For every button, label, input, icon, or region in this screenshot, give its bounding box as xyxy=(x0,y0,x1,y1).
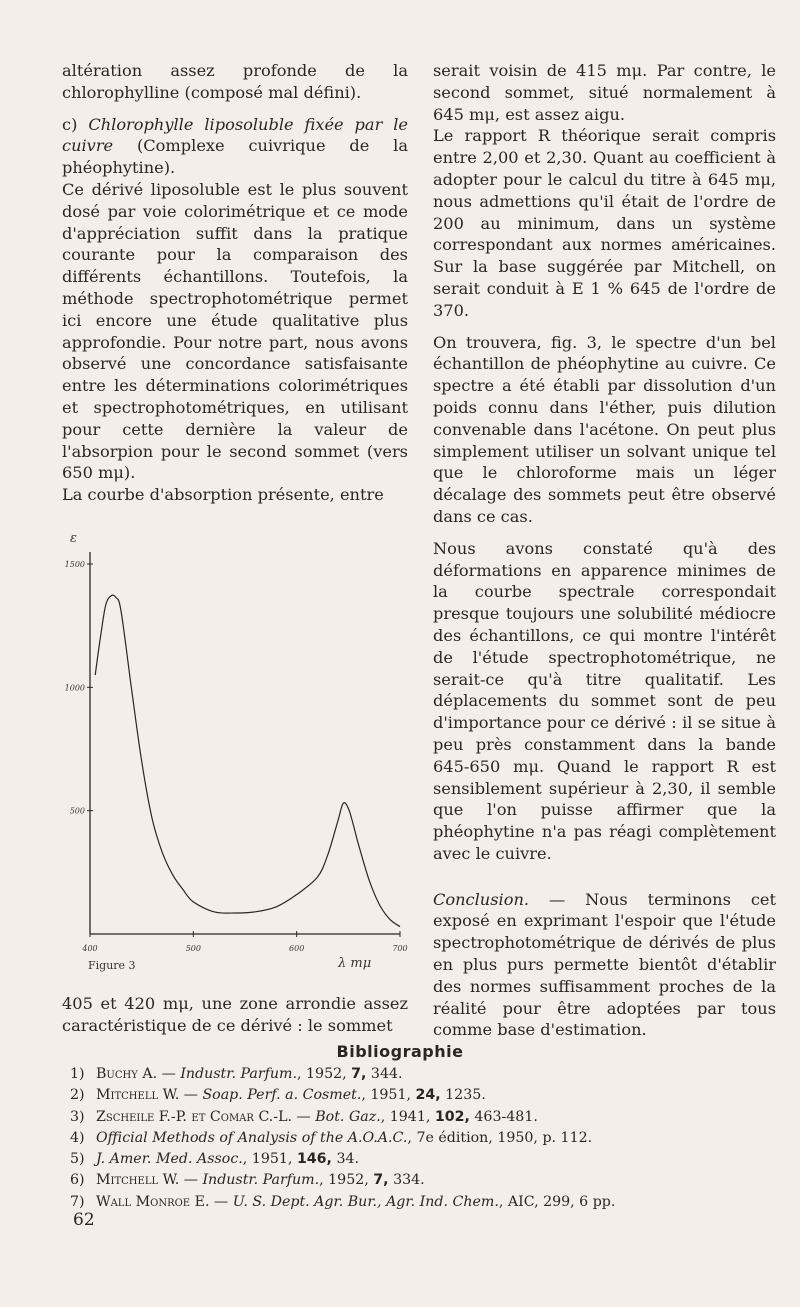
bibliography-entry-number: 5) xyxy=(70,1151,85,1168)
bibliography-entry-details: , 1941, xyxy=(380,1108,435,1125)
left-paragraph-2 xyxy=(62,114,408,179)
left-paragraph-3: Ce dérivé liposoluble est le plus souvent dosé par voie colorimétrique et ce mode d'appréciation suffit dans la pratique courante pour la comparaison des différents échantillons. Toutefois, la méthode spectrophotométrique permet ici encore une étude qualitative plus approfondie. Pour notre part, nous avons observé une concordance satisfaisante entre les déterminations colorimétriques et spectrophotométriques, en utilisant pour cette dernière la valeur de l'absorpion pour le second sommet (vers 650 mμ). xyxy=(62,179,408,483)
bibliography-entry-title: Soap. Perf. a. Cosmet. xyxy=(202,1087,362,1104)
bibliography-list xyxy=(70,1064,750,1213)
bibliography-entry-title: Industr. Parfum. xyxy=(180,1066,297,1082)
right-paragraph-4: Nous avons constaté qu'à des déformations en apparence minimes de la courbe spectrale correspondait presque toujours une solubilité médiocre des échantillons, ce qui montre l'intérêt de l'étude spectrophotométrique, ne serait-ce qu'à titre qualitatif. Les déplacements du sommet sont de peu d'importance pour ce dérivé : il se situe à peu près constamment dans la bande 645-650 mμ. Quand le rapport R est sensiblement supérieur à 2,30, il semble que l'on puisse affirmer que la phéophytine n'a pas réagi complètement avec le cuivre. xyxy=(433,538,776,863)
page-number: 62 xyxy=(73,1210,95,1230)
bibliography-entry-number: 1) xyxy=(70,1066,85,1082)
bibliography-entry xyxy=(70,1149,750,1170)
x-tick-label: 600 xyxy=(289,944,305,953)
bibliography-entry-author: Zscheile F.-P. et Comar C.-L. xyxy=(96,1108,293,1125)
bibliography-entry-pages: 463-481. xyxy=(469,1108,538,1125)
bibliography-entry-author: Mitchell W. xyxy=(96,1172,180,1189)
bibliography-entry-number: 6) xyxy=(70,1172,85,1189)
bibliography-entry-pages: 334. xyxy=(388,1172,425,1189)
bibliography-entry xyxy=(70,1064,750,1085)
bibliography-entry-details: , 1952, xyxy=(297,1066,352,1082)
bibliography-entry-author: Buchy A. xyxy=(96,1066,158,1082)
bibliography-entry-title: Bot. Gaz. xyxy=(315,1108,381,1125)
bibliography-entry-separator: — xyxy=(157,1066,181,1082)
bibliography-entry-pages: 344. xyxy=(366,1066,403,1082)
bibliography-title: Bibliographie xyxy=(336,1042,464,1061)
right-paragraph-conclusion xyxy=(433,889,776,1042)
bibliography-entry-details: , AIC, 299, 6 pp. xyxy=(498,1193,616,1210)
left-after-figure: 405 et 420 mμ, une zone arrondie assez caractéristique de ce dérivé : le sommet xyxy=(62,994,408,1035)
bibliography-entry-details: , 7e édition, 1950, p. 112. xyxy=(407,1129,593,1146)
bibliography-entry-title: U. S. Dept. Agr. Bur., Agr. Ind. Chem. xyxy=(232,1193,499,1210)
absorption-spectrum-chart xyxy=(62,522,408,982)
x-axis-label: λ mμ xyxy=(338,956,372,971)
bibliography-entry xyxy=(70,1128,750,1149)
conclusion-heading: Conclusion. xyxy=(433,889,530,909)
bibliography-entry-details: , 1951, xyxy=(242,1151,297,1168)
bibliography-entry-number: 7) xyxy=(70,1193,85,1210)
figure-caption: Figure 3 xyxy=(88,959,136,972)
right-paragraph-1: serait voisin de 415 mμ. Par contre, le second sommet, situé normalement à 645 mμ, est assez aigu. xyxy=(433,61,776,124)
x-tick-label: 400 xyxy=(82,944,98,953)
bibliography-entry-volume: 7, xyxy=(351,1066,367,1082)
y-axis-label: ε xyxy=(70,531,77,546)
x-tick-label: 500 xyxy=(185,944,201,953)
bibliography-entry-separator: — xyxy=(179,1087,203,1104)
y-tick-label: 1000 xyxy=(64,683,85,693)
absorption-curve xyxy=(95,595,400,926)
bibliography-entry-author: Mitchell W. xyxy=(96,1087,180,1104)
bibliography-entry-number: 4) xyxy=(70,1129,85,1146)
bibliography-entry xyxy=(70,1085,750,1106)
bibliography-entry-title: J. Amer. Med. Assoc. xyxy=(96,1151,243,1168)
bibliography-entry-separator: — xyxy=(209,1193,233,1210)
y-tick-label: 500 xyxy=(69,806,85,816)
left-paragraph-2-prefix: c) xyxy=(62,114,89,134)
left-paragraph-2-italic: Chlorophylle liposoluble fixée par le cuivre xyxy=(62,114,408,156)
bibliography-entry-volume: 24, xyxy=(415,1087,441,1104)
left-paragraph-2-rest: (Complexe cuivrique de la phéophytine). xyxy=(62,136,408,178)
left-column xyxy=(62,60,408,516)
bibliography-entry xyxy=(70,1107,750,1128)
bibliography-entry-volume: 7, xyxy=(373,1172,389,1189)
bibliography-entry-pages: 1235. xyxy=(440,1087,486,1104)
right-column xyxy=(433,60,776,1051)
bibliography-entry-volume: 146, xyxy=(296,1151,332,1168)
y-tick-label: 1500 xyxy=(64,560,85,569)
bibliography-entry-pages: 34. xyxy=(331,1151,360,1168)
bibliography-entry-title: Industr. Parfum. xyxy=(202,1172,320,1189)
bibliography-entry-separator: — xyxy=(292,1108,316,1125)
left-paragraph-4: La courbe d'absorption présente, entre xyxy=(62,485,384,505)
bibliography-entry-author: Wall Monroe E. xyxy=(96,1193,210,1210)
bibliography-entry-details: , 1952, xyxy=(319,1172,374,1189)
bibliography-entry-details: , 1951, xyxy=(361,1087,416,1104)
bibliography-entry xyxy=(70,1170,750,1191)
bibliography-entry-separator: — xyxy=(179,1172,203,1189)
right-paragraph-3: On trouvera, fig. 3, le spectre d'un bel échantillon de phéophytine au cuivre. Ce spectre a été établi par dissolution d'un poids connu dans l'éther, puis dilution convenable dans l'acétone. On peut plus simplement utiliser un solvant unique tel que le chloroforme mais un léger décalage des sommets peut être observé dans ce cas. xyxy=(433,332,776,526)
bibliography-entry-number: 2) xyxy=(70,1087,85,1104)
bibliography-entry-number: 3) xyxy=(70,1108,85,1125)
bibliography-entry xyxy=(70,1192,750,1213)
conclusion-text: — Nous terminons cet exposé en exprimant l'espoir que l'étude spectrophotométrique de dérivés de plus en plus purs permette bientôt d'établir des normes suffisamment proches de la réalité pour être adoptées par tous comme base d'estimation. xyxy=(433,889,776,1040)
bibliography-entry-title: Official Methods of Analysis of the A.O.A.C. xyxy=(96,1129,408,1146)
bibliography-entry-volume: 102, xyxy=(434,1108,470,1125)
x-tick-label: 700 xyxy=(392,944,408,953)
left-paragraph-1: altération assez profonde de la chlorophylline (composé mal défini). xyxy=(62,61,408,102)
right-paragraph-2: Le rapport R théorique serait compris entre 2,00 et 2,30. Quant au coefficient à adopter pour le calcul du titre à 645 mμ, nous admettions qu'il était de l'ordre de 200 au minimum, dans un système correspondant aux normes américaines. Sur la base suggérée par Mitchell, on serait conduit à E 1 % 645 de l'ordre de 370. xyxy=(433,126,776,320)
figure-3 xyxy=(62,522,408,982)
